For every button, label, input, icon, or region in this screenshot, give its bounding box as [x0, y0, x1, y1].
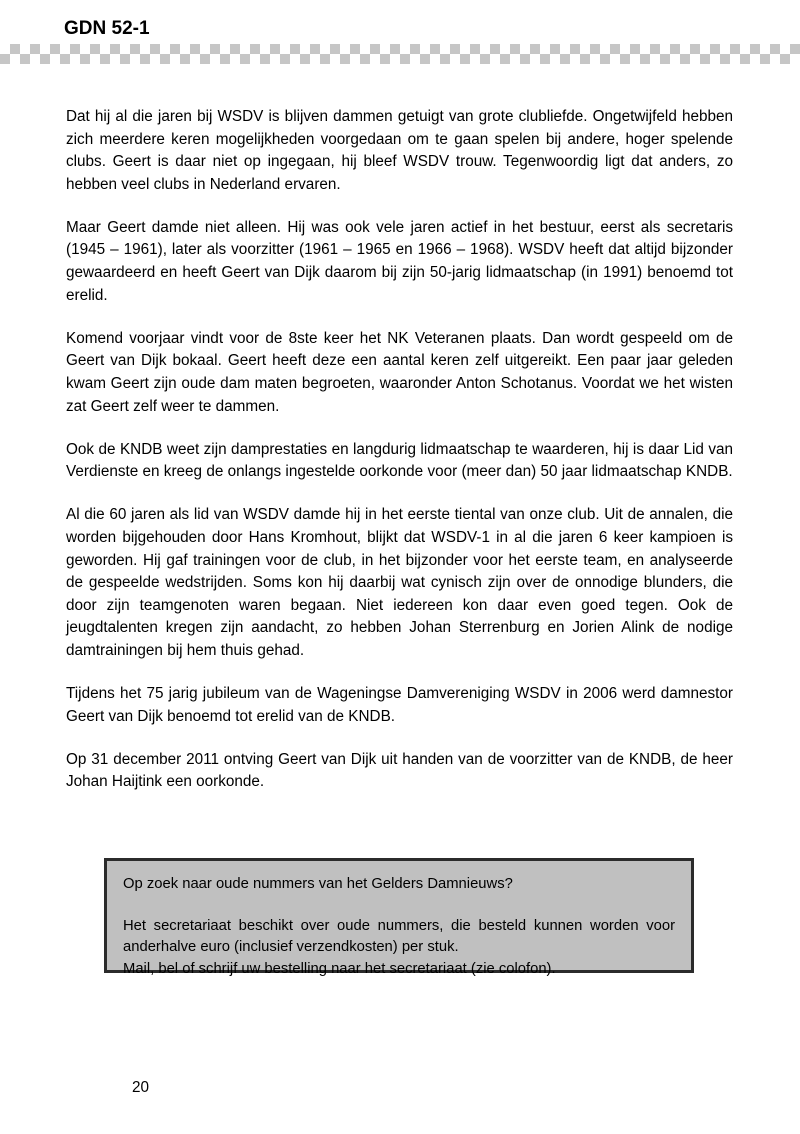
paragraph: Tijdens het 75 jarig jubileum van de Wageningse Damvereniging WSDV in 2006 werd damnestor Geert van Dijk benoemd tot erelid van de KNDB. — [66, 684, 733, 725]
paragraph: Op 31 december 2011 ontving Geert van Dijk uit handen van de voorzitter van de KNDB, de heer Johan Haijtink een oorkonde. — [66, 750, 733, 791]
page-header — [0, 0, 800, 70]
paragraph: Maar Geert damde niet alleen. Hij was ook vele jaren actief in het bestuur, eerst als secretaris (1945 – 1961), later als voorzitter (1961 – 1965 en 1966 – 1968). WSDV heeft dat altijd bijzonder gewaardeerd en heeft Geert van Dijk daarom bij zijn 50-jarig lidmaatschap (in 1991) benoemd tot erelid. — [66, 218, 733, 304]
callout-body: Het secretariaat beschikt over oude nummers, die besteld kunnen worden voor anderhalve euro (inclusief verzendkosten) per stuk. — [123, 917, 675, 955]
checkerboard-rule-icon — [0, 44, 800, 64]
page-number: 20 — [132, 1079, 150, 1096]
paragraph: Dat hij al die jaren bij WSDV is blijven dammen getuigt van grote clubliefde. Ongetwijfeld hebben zich meerdere keren mogelijkheden voorgedaan om te gaan spelen bij andere, hoger spelende clubs. Geert is daar niet op ingegaan, hij bleef WSDV trouw. Tegenwoordig ligt dat anders, zo hebben veel clubs in Nederland ervaren. — [66, 108, 733, 193]
callout-heading: Op zoek naar oude nummers van het Gelders Damnieuws? — [123, 876, 513, 892]
callout-footer: Mail, bel of schrijf uw bestelling naar het secretariaat (zie colofon). — [123, 960, 556, 977]
paragraph: Ook de KNDB weet zijn damprestaties en langdurig lidmaatschap te waarderen, hij is daar Lid van Verdienste en kreeg de onlangs ingestelde oorkonde voor (meer dan) 50 jaar lidmaatschap KNDB. — [66, 440, 733, 481]
callout-box — [104, 858, 694, 977]
paragraph: Komend voorjaar vindt voor de 8ste keer het NK Veteranen plaats. Dan wordt gespeeld om de Geert van Dijk bokaal. Geert heeft deze een aantal keren zelf uitgereikt. Een paar jaar geleden kwam Geert zijn oude dam maten begroeten, waaronder Anton Schotanus. Voordat we het wisten zat Geert zelf weer te dammen. — [66, 329, 733, 415]
page-title: GDN 52-1 — [64, 18, 150, 39]
article-body — [66, 106, 733, 794]
paragraph: Al die 60 jaren als lid van WSDV damde hij in het eerste tiental van onze club. Uit de annalen, die worden bijgehouden door Hans Kromhout, blijkt dat WSDV-1 in al die jaren 6 keer kampioen is geworden. Hij gaf trainingen voor de club, in het bijzonder voor het eerste team, en analyseerde de gespeelde wedstrijden. Soms kon hij daarbij wat cynisch zijn over de onnodige blunders, die door zijn teamgenoten waren begaan. Niet iedereen kon daar even goed tegen. Ook de jeugdtalenten kregen zijn aandacht, zo hebben Johan Sterrenburg en Jorien Alink de nodige damtrainingen bij hem thuis gehad. — [66, 506, 733, 659]
